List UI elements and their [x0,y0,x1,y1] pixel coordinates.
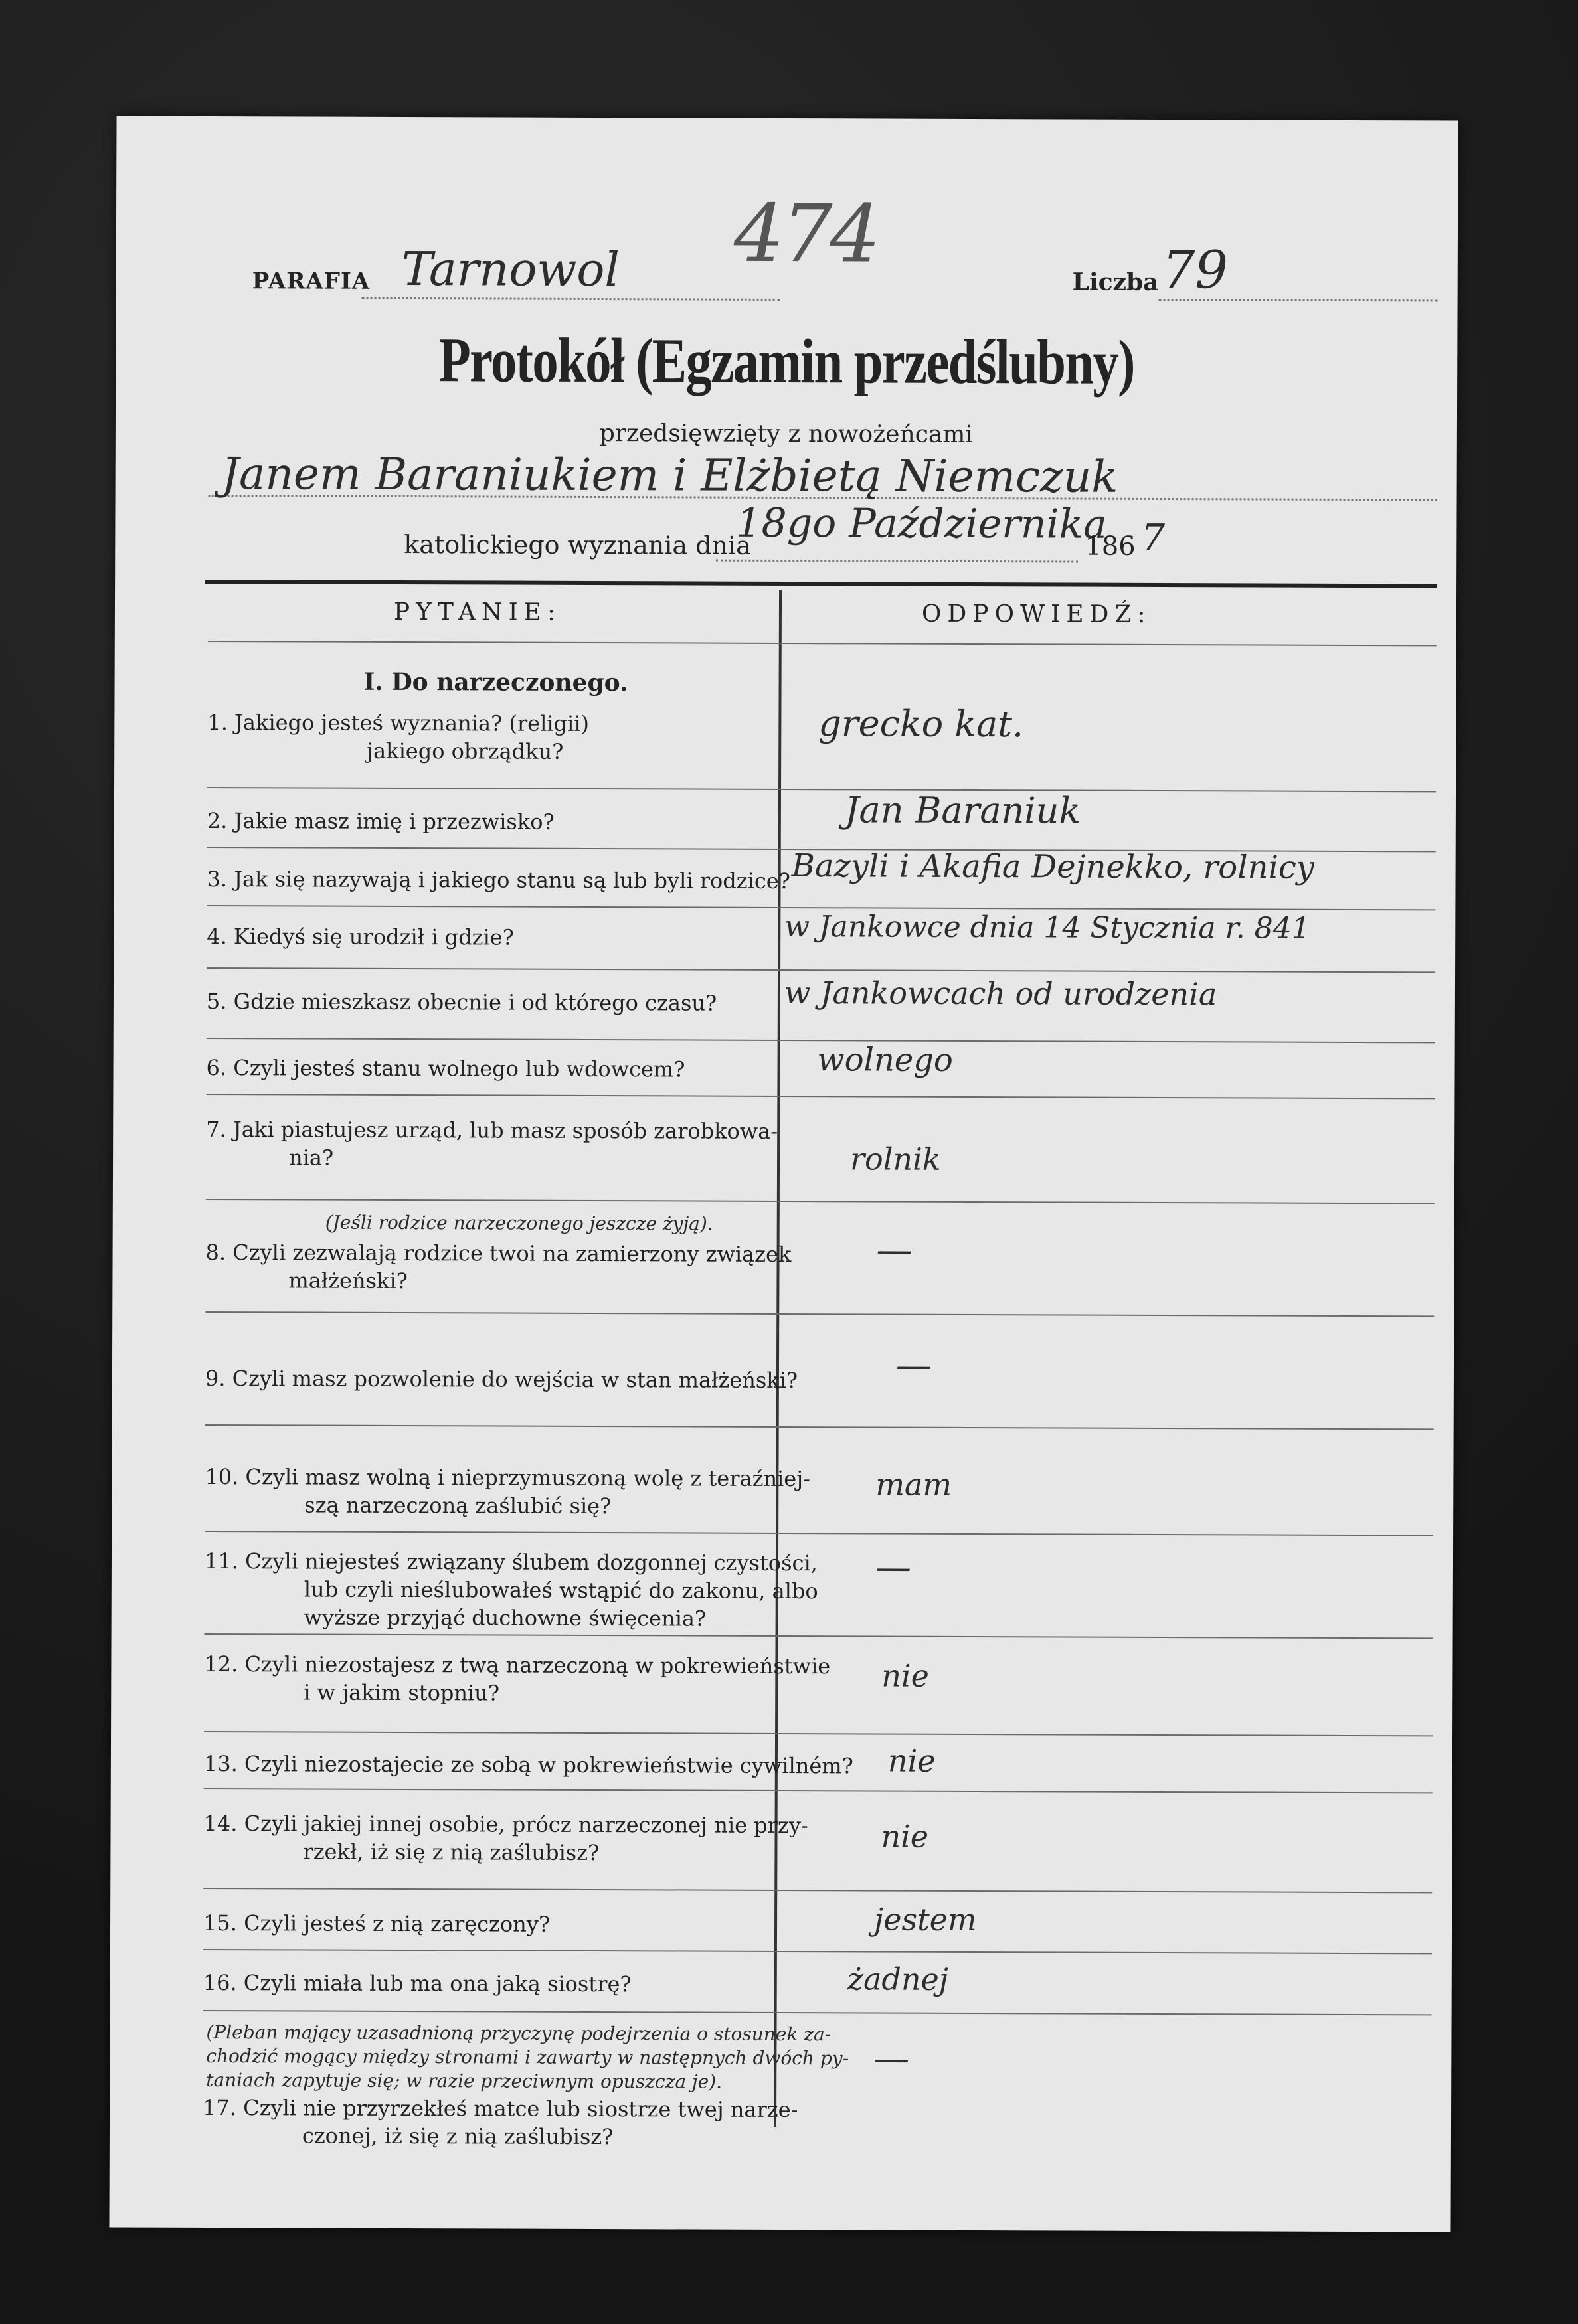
parafia-value: Tarnowol [401,241,620,297]
row-rule [207,787,1436,792]
row-rule [203,2010,1432,2015]
row-rule [203,1888,1432,1893]
row-rule [205,1531,1433,1536]
question-1: 1. Jakiego jesteś wyznania? (religii) jakiego obrządku? [207,709,590,764]
note-8: (Jeśli rodzice narzeczonego jeszcze żyją). [325,1211,713,1235]
answer-5: w Jankowcach od urodzenia [784,975,1217,1013]
date-value: 18go Października [736,499,1107,548]
column-header-answer: ODPOWIEDŹ: [921,600,1152,628]
answer-11: — [875,1546,912,1588]
answer-16: żadnej [847,1961,949,1997]
note-17: (Pleban mający uzasadnioną przyczynę podejrzenia o stosunek za- chodzić mogący między stronami i zawarty w następnych dwóch py- taniach zapytuje się; w razie przeciwnym opuszcza je). [206,2021,849,2093]
row-rule [206,1094,1435,1099]
answer-6: wolnego [817,1041,953,1079]
question-2: 2. Jakie masz imię i przezwisko? [207,807,555,835]
answer-1: grecko kat. [818,703,1024,746]
question-3: 3. Jak się nazywają i jakiego stanu są lub byli rodzice? [207,866,790,894]
row-rule [206,1199,1435,1204]
parafia-line [362,297,780,301]
row-rule [203,1949,1432,1954]
answer-13: nie [887,1742,936,1779]
answer-4: w Jankowce dnia 14 Stycznia r. 841 [784,910,1310,946]
column-header-question: PYTANIE: [393,598,562,626]
question-12: 12. Czyli niezostajesz z twą narzeczoną w pokrewieństwie i w jakim stopniu? [204,1651,831,1706]
question-4: 4. Kiedyś się urodził i gdzie? [207,923,514,950]
header-divider [208,641,1437,646]
year-prefix: 186 [1085,531,1136,562]
answer-8: — [876,1228,913,1271]
question-10: 10. Czyli masz wolną i nieprzymuszoną wolę z teraźniej- szą narzeczoną zaślubić się? [205,1463,811,1519]
katolickiego-label: katolickiego wyznania dnia [404,529,751,560]
answer-9: — [895,1343,932,1386]
column-divider [774,590,782,2127]
question-7: 7. Jaki piastujesz urząd, lub masz sposób zarobkowa- nia? [206,1116,778,1171]
row-rule [205,1633,1433,1639]
question-6: 6. Czyli jesteś stanu wolnego lub wdowcem? [206,1054,685,1082]
question-5: 5. Gdzie mieszkasz obecnie i od którego czasu? [206,988,717,1016]
year-suffix: 7 [1141,516,1166,560]
answer-7: rolnik [849,1141,941,1177]
liczba-value: 79 [1162,240,1229,301]
header-rule [205,580,1437,588]
question-14: 14. Czyli jakiej innej osobie, prócz narzeczonej nie przy- rzekł, iż się z nią zaślubisz? [203,1810,808,1866]
row-rule [204,1731,1433,1736]
question-15: 15. Czyli jesteś z nią zaręczony? [203,1910,551,1937]
document-sheet [109,116,1458,2232]
answer-2: Jan Baraniuk [844,789,1081,832]
answer-10: mam [875,1466,952,1503]
question-17: 17. Czyli nie przyrzekłeś matce lub siostrze twej narze- czonej, iż się z nią zaślubisz? [203,2094,798,2150]
question-11: 11. Czyli niejesteś związany ślubem dozgonnej czystości, lub czyli nieślubowałeś wstąpić do zakonu, albo wyższe przyjąć duchowne święcenia? [204,1548,818,1631]
date-line [716,560,1078,563]
liczba-label: Liczba [1072,268,1159,296]
answer-17: — [873,2037,910,2080]
page-subtitle: przedsięwzięty z nowożeńcami [599,420,974,448]
names-value: Janem Baraniukiem i Elżbietą Niemczuk [221,448,1118,503]
answer-12: nie [881,1657,930,1694]
answer-3: Bazyli i Akafia Dejnekko, rolnicy [791,847,1314,886]
parafia-label: PARAFIA [252,268,371,295]
page-title: Protokół (Egzamin przedślubny) [438,324,1135,398]
question-13: 13. Czyli niezostajecie ze sobą w pokrewieństwie cywilném? [203,1750,853,1779]
question-8: 8. Czyli zezwalają rodzice twoi na zamierzony związek małżeński? [205,1239,792,1294]
question-16: 16. Czyli miała lub ma ona jaką siostrę? [203,1969,632,1997]
question-9: 9. Czyli masz pozwolenie do wejścia w stan małżeński? [205,1365,798,1394]
archive-number: 474 [733,187,879,281]
answer-14: nie [881,1818,929,1855]
row-rule [207,967,1435,973]
answer-15: jestem [873,1901,977,1938]
row-rule [205,1424,1434,1430]
section-title: I. Do narzeczonego. [363,667,628,697]
row-rule [205,1311,1434,1317]
row-rule [204,1788,1433,1793]
